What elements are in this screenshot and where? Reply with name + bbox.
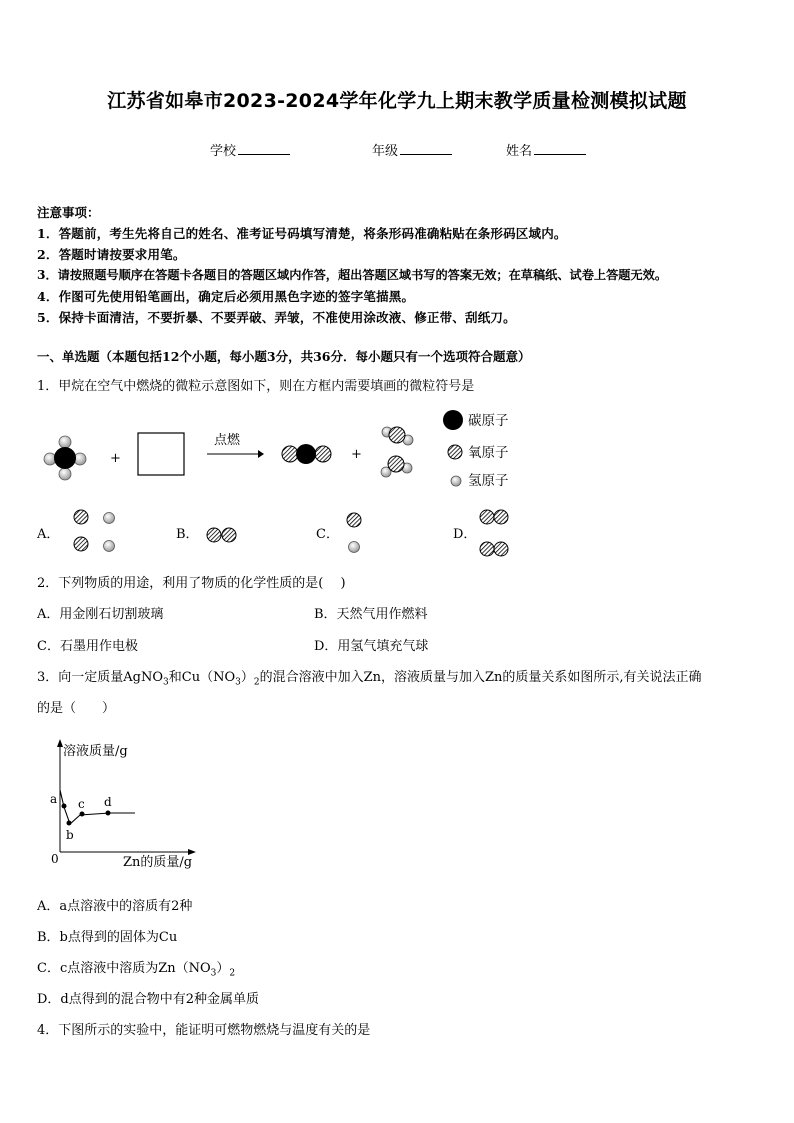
ignite-label: 点燃 [214,433,241,448]
solution-mass-chart [40,735,210,870]
section-title: 一、单选题（本题包括12个小题，每小题3分，共36分．每小题只有一个选项符合题意） [37,349,531,364]
note-item: 1．答题前，考生先将自己的姓名、准考证号码填写清楚，将条形码准确粘贴在条形码区域内。 [37,226,567,241]
option-a-label: A． [37,527,60,542]
origin-label: 0 [51,852,59,866]
point-b [67,821,72,826]
option-b-label: B． [176,527,199,542]
carbon-label: 碳原子 [468,413,509,429]
option-c-label: C． [316,527,339,542]
question-3-option-c[interactable]: C．c点溶液中溶质为$Zn(NO_3)_2$ [37,961,236,979]
point-a [62,804,67,809]
grade-field[interactable] [372,140,452,159]
carbon-atom-icon [443,410,463,430]
plus-sign: + [110,451,121,466]
mass-curve [60,790,135,824]
answer-box [138,433,184,475]
question-1-options [30,500,530,562]
co2-molecule [282,444,331,464]
point-b-label: b [66,828,74,842]
grade-label: 年级 [372,144,399,159]
name-blank[interactable] [534,142,586,155]
question-3-option-d[interactable]: D．d点得到的混合物中有2种金属单质 [37,992,260,1007]
methane-molecule [44,436,86,480]
question-3-option-b[interactable]: B．b点得到的固体为Cu [37,930,178,945]
point-d [106,811,111,816]
question-2-stem: 2．下列物质的用途，利用了物质的化学性质的是( ) [37,576,346,591]
question-2-option-a[interactable]: A．用金刚石切割玻璃 [37,607,164,622]
option-d-particles [480,510,508,556]
point-d-label: d [104,795,112,809]
grade-blank[interactable] [400,142,452,155]
question-3-stem: 3．向一定质量AgNO$_3$和$Cu(NO_3)_2$的混合溶液中加入Zn，溶液质量与加入Zn的质量关系如图所示,有关说法正确 [37,670,702,688]
question-2-option-d[interactable]: D．用氢气填充气球 [314,639,429,654]
question-4-stem: 4．下图所示的实验中，能证明可燃物燃烧与温度有关的是 [37,1023,371,1038]
atom-legend [443,410,509,489]
point-c [80,812,85,817]
methane-reaction-diagram [30,402,570,492]
option-a-particles [74,510,115,552]
question-2-option-b[interactable]: B．天然气用作燃料 [314,607,428,622]
plus-sign: + [351,447,362,462]
point-c-label: c [78,797,85,811]
x-axis-label: Zn的质量/g [123,855,193,870]
hydrogen-label: 氢原子 [468,473,509,489]
school-field[interactable] [210,140,290,159]
notes-heading: 注意事项： [37,205,100,220]
option-d-label: D． [453,527,477,542]
water-molecule [381,456,412,477]
question-2-option-c[interactable]: C．石墨用作电极 [37,639,138,654]
water-molecule [382,427,413,445]
question-3-stem-cont: 的是（ ） [37,701,116,716]
oxygen-atom-icon [448,445,462,459]
school-label: 学校 [210,144,237,159]
question-3-option-a[interactable]: A．a点溶液中的溶质有2种 [37,899,193,914]
option-b-particles [207,528,236,542]
question-1-stem: 1．甲烷在空气中燃烧的微粒示意图如下，则在方框内需要填画的微粒符号是 [37,379,475,394]
note-item: 2．答题时请按要求用笔。 [37,247,186,262]
note-item: 4．作图可先使用铅笔画出，确定后必须用黑色字迹的签字笔描黑。 [37,289,415,304]
name-label: 姓名 [506,144,533,159]
hydrogen-atom-icon [451,476,461,486]
note-item: 5．保持卡面清洁，不要折暴、不要弄破、弄皱，不准使用涂改液、修正带、刮纸刀。 [37,310,516,325]
oxygen-label: 氧原子 [468,445,509,461]
page-title: 江苏省如皋市2023-2024学年化学九上期末教学质量检测模拟试题 [107,90,687,112]
point-a-label: a [50,792,58,806]
note-item: 3．请按照题号顺序在答题卡各题目的答题区域内作答，超出答题区域书写的答案无效；在草稿纸、试卷上答题无效。 [37,268,668,282]
school-blank[interactable] [238,142,290,155]
name-field[interactable] [506,140,586,159]
y-axis-label: 溶液质量/g [63,744,128,759]
option-c-particles [347,513,361,553]
